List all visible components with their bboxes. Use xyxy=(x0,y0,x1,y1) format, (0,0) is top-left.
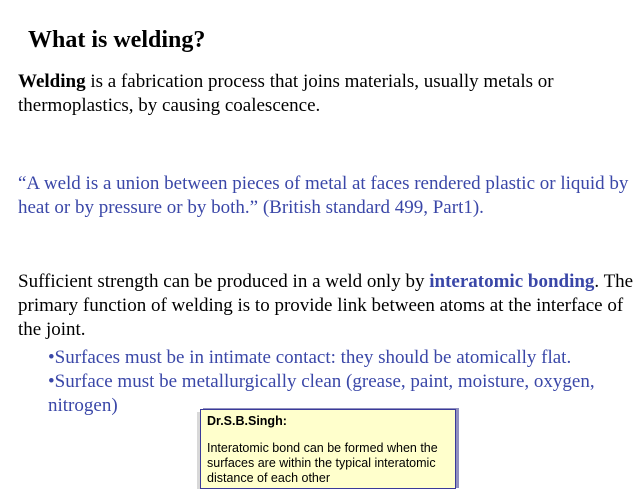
list-item: •Surfaces must be in intimate contact: they should be atomically flat. xyxy=(48,347,572,368)
comment-note[interactable] xyxy=(200,409,456,489)
strength-text-before: Sufficient strength can be produced in a weld only by xyxy=(18,271,430,292)
definition-paragraph xyxy=(18,70,638,118)
strength-paragraph xyxy=(18,270,638,342)
interatomic-bonding-emphasis: interatomic bonding xyxy=(429,271,595,292)
comment-author: Dr.S.B.Singh: xyxy=(207,414,287,428)
definition-text: is a fabrication process that joins materials, usually metals or thermoplastics, by causing coalescence. xyxy=(18,71,554,116)
comment-text: Interatomic bond can be formed when the surfaces are within the typical interatomic distance of each other xyxy=(207,441,438,485)
definition-term: Welding xyxy=(18,71,86,92)
british-standard-quote: “A weld is a union between pieces of metal at faces rendered plastic or liquid by heat or by pressure or by both.” (British standard 499, Part1). xyxy=(18,173,629,218)
requirements-list xyxy=(48,346,638,418)
list-item: •Surface must be metallurgically clean (grease, paint, moisture, oxygen, nitrogen) xyxy=(48,371,595,416)
slide-title: What is welding? xyxy=(28,27,206,53)
strength-text-after: . The primary function of welding is to provide link between atoms at the interface of the joint. xyxy=(18,271,634,340)
